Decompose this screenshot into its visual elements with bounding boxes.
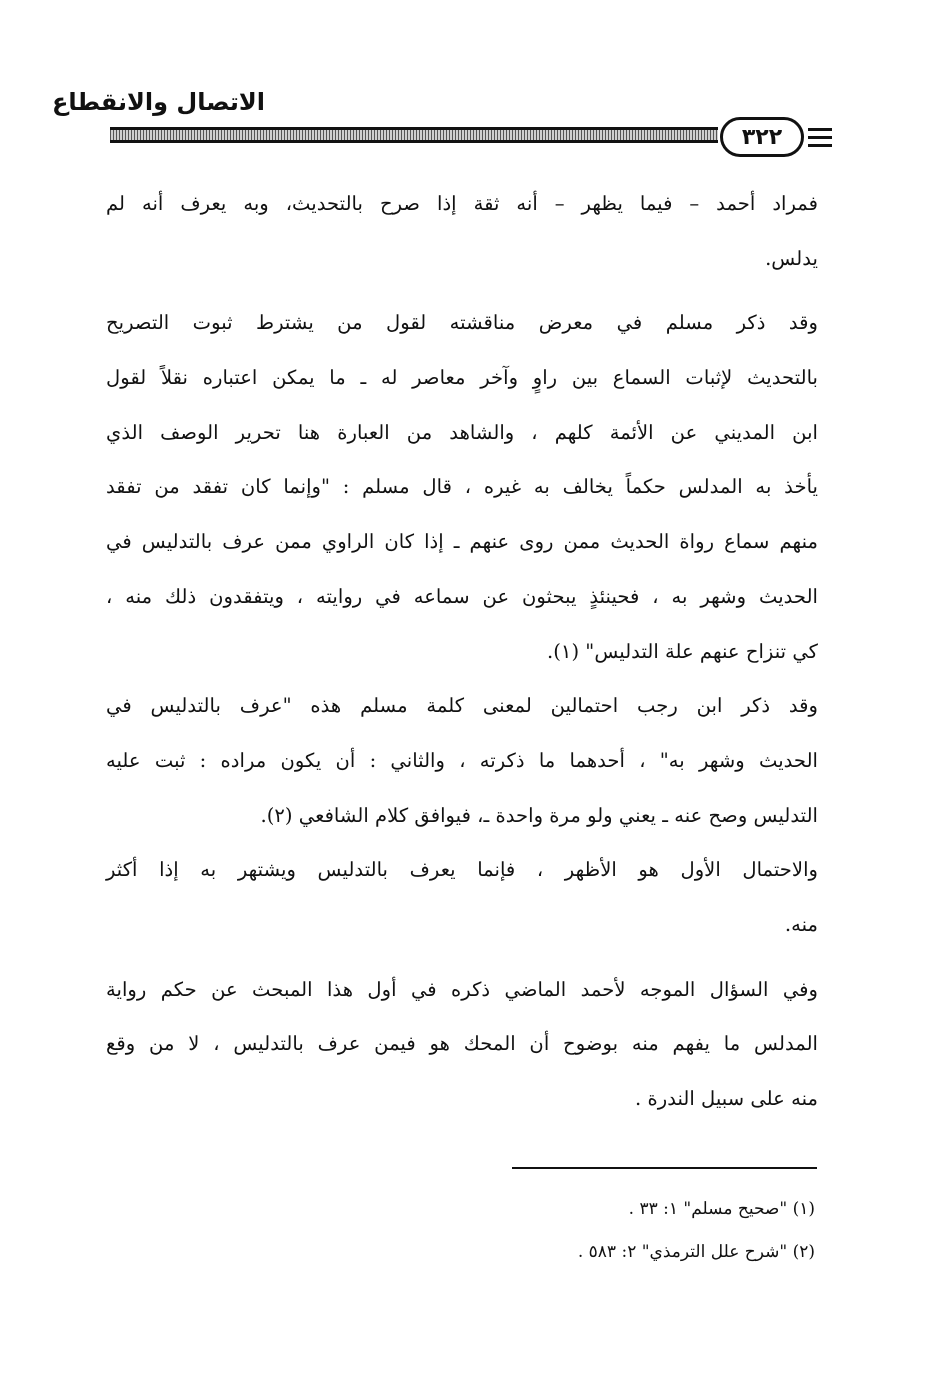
footnote-1: (١) "صحيح مسلم" ١: ٣٣ . bbox=[628, 1199, 815, 1219]
body-text bbox=[106, 177, 818, 1127]
text-line: يدلس. bbox=[765, 246, 818, 270]
text-line: منهم سماع رواة الحديث ممن روى عنهم ـ إذا كان الراوي ممن عرف بالتدليس في bbox=[106, 530, 818, 554]
header-ornament-line bbox=[808, 136, 832, 139]
header-rule bbox=[110, 127, 718, 143]
footnote-2: (٢) "شرح علل الترمذي" ٢: ٥٨٣ . bbox=[577, 1242, 815, 1262]
paragraph-gap bbox=[106, 953, 818, 963]
text-line: وقد ذكر مسلم في معرض مناقشته لقول من يشترط ثبوت التصريح bbox=[106, 311, 818, 335]
text-line: والاحتمال الأول هو الأظهر ، فإنما يعرف بالتدليس ويشتهر به إذا أكثر bbox=[106, 858, 818, 882]
text-line: الحديث وشهر به" ، أحدهما ما ذكرته ، والثاني : أن يكون مراده : ثبت عليه bbox=[106, 748, 818, 772]
text-line: وفي السؤال الموجه لأحمد الماضي ذكره في أول هذا المبحث عن حكم رواية bbox=[106, 977, 818, 1001]
text-line: فمراد أحمد – فيما يظهر – أنه ثقة إذا صرح بالتحديث، وبه يعرف أنه لم bbox=[106, 192, 818, 215]
footnotes bbox=[300, 1188, 815, 1274]
text-line: منه. bbox=[784, 912, 818, 936]
text-line: المدلس ما يفهم منه بوضوح أن المحك هو فيمن عرف بالتدليس ، لا من وقع bbox=[106, 1032, 818, 1056]
header-ornament-line bbox=[808, 128, 832, 131]
footnote-separator bbox=[512, 1167, 817, 1169]
text-line: يأخذ به المدلس حكماً يخالف به غيره ، قال مسلم : "وإنما كان تفقد من تفقد bbox=[106, 475, 818, 499]
header-ornament-line bbox=[808, 144, 832, 147]
page-number: ٣٢٢ bbox=[720, 117, 804, 157]
paragraph-gap bbox=[106, 286, 818, 296]
text-line: بالتحديث لإثبات السماع بين راوٍ وآخر معاصر له ـ ما يمكن اعتباره نقلاً لقول bbox=[106, 366, 818, 390]
text-line: التدليس وصح عنه ـ يعني ولو مرة واحدة ـ، فيوافق كلام الشافعي (٢). bbox=[260, 803, 818, 827]
running-title: الاتصال والانقطاع bbox=[51, 88, 265, 116]
text-line: كي تنزاح عنهم علة التدليس" (١). bbox=[547, 639, 818, 663]
text-line: منه على سبيل الندرة . bbox=[635, 1087, 818, 1110]
text-line: وقد ذكر ابن رجب احتمالين لمعنى كلمة مسلم هذه "عرف بالتدليس في bbox=[106, 694, 818, 718]
text-line: ابن المديني عن الأئمة كلهم ، والشاهد من العبارة هنا تحرير الوصف الذي bbox=[106, 420, 818, 444]
text-line: الحديث وشهر به ، فحينئذٍ يبحثون عن سماعه في روايته ، ويتفقدون ذلك منه ، bbox=[106, 584, 818, 608]
